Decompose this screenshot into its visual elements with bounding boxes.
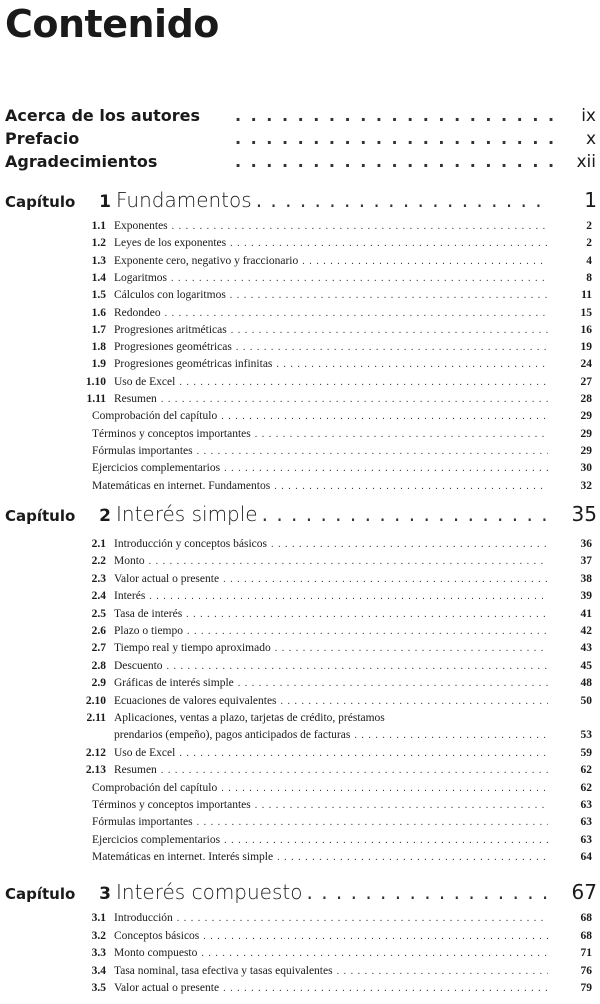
page-number: 50 [580, 694, 592, 707]
page-number: ix [581, 106, 596, 126]
section-number: 1.8 [91, 341, 106, 354]
section-title: Términos y conceptos importantes [92, 427, 251, 440]
dot-leader [224, 835, 548, 846]
page-number: 68 [580, 912, 592, 924]
toc-entry[interactable] [66, 965, 592, 977]
page-number: 63 [580, 799, 592, 811]
section-number: 2.4 [91, 590, 106, 603]
toc-entry[interactable] [66, 358, 592, 370]
toc-entry[interactable] [66, 660, 592, 672]
page-number: 68 [580, 929, 592, 942]
page-number: 71 [580, 947, 592, 960]
section-title: Matemáticas en internet. Interés simple [92, 851, 274, 864]
section-title: Matemáticas en internet. Fundamentos [92, 479, 271, 492]
section-title: Uso de Excel [114, 375, 176, 388]
toc-entry[interactable] [66, 289, 592, 301]
toc-entry[interactable] [66, 608, 592, 620]
dot-leader [306, 880, 548, 904]
section-number: 2.13 [85, 764, 106, 777]
page-number: 39 [580, 590, 592, 603]
section-number: 1.3 [91, 254, 106, 267]
toc-entry[interactable] [66, 272, 592, 284]
section-title: Interés [114, 590, 146, 603]
page-number: 8 [586, 271, 592, 284]
dot-leader [187, 626, 548, 637]
dot-leader [274, 481, 548, 492]
page-number: 16 [580, 323, 592, 336]
dot-leader [177, 913, 548, 924]
section-number: 3.4 [91, 964, 106, 977]
dot-leader [172, 221, 548, 232]
section-title: Tiempo real y tiempo aproximado [114, 642, 271, 655]
section-number: 1.5 [91, 289, 106, 302]
dot-leader [230, 238, 548, 249]
section-title: Uso de Excel [114, 746, 176, 759]
dot-leader [281, 696, 548, 707]
page-number: 42 [580, 625, 592, 637]
section-title: Progresiones aritméticas [114, 323, 227, 336]
section-title: Comprobación del capítulo [92, 781, 218, 794]
page-number: 36 [580, 538, 592, 550]
chapter-number: 3 [99, 884, 111, 904]
page-number: 1 [584, 188, 597, 212]
toc-entry[interactable] [66, 912, 592, 924]
dot-leader [255, 429, 548, 440]
chapter-word: Capítulo [5, 507, 76, 525]
page-number: 67 [571, 880, 597, 904]
toc-entry[interactable] [66, 642, 592, 654]
page-number: 29 [580, 410, 592, 423]
section-number: 3.1 [91, 912, 106, 924]
dot-leader [186, 609, 548, 620]
chapter-heading[interactable] [5, 880, 597, 904]
section-number: 3.3 [91, 947, 106, 960]
dot-leader [167, 661, 548, 672]
toc-entry[interactable] [66, 729, 592, 741]
page-number: 79 [580, 982, 592, 995]
dot-leader [161, 394, 548, 405]
toc-entry[interactable] [66, 376, 592, 388]
dot-leader [221, 783, 548, 794]
section-number: 2.2 [91, 555, 106, 568]
dot-leader [224, 463, 548, 474]
section-title: Introducción [114, 912, 173, 924]
section-title: Ecuaciones de valores equivalentes [114, 694, 277, 707]
section-title: Valor actual o presente [114, 572, 220, 585]
section-title: Logaritmos [114, 271, 168, 284]
section-title: Exponentes [114, 220, 168, 232]
page-number: 24 [580, 358, 592, 371]
section-title: Exponente cero, negativo y fraccionario [114, 254, 299, 267]
toc-entry[interactable] [66, 930, 592, 942]
page-number: 37 [580, 555, 592, 568]
page-number: 11 [581, 289, 592, 302]
dot-leader [161, 765, 548, 776]
section-number: 1.9 [91, 358, 106, 371]
section-number: 3.5 [91, 982, 106, 995]
page-number: x [585, 129, 596, 149]
section-title: Términos y conceptos importantes [92, 799, 251, 811]
dot-leader [231, 325, 548, 336]
page-number: 76 [580, 964, 592, 977]
page-number: 29 [580, 427, 592, 440]
section-number: 2.12 [85, 746, 106, 759]
toc-entry[interactable] [66, 307, 592, 319]
toc-entry[interactable] [92, 462, 592, 474]
section-number: 1.11 [86, 393, 106, 405]
dot-leader [256, 188, 548, 212]
dot-leader [223, 574, 548, 585]
section-title: Tasa nominal, tasa efectiva y tasas equivalentes [114, 964, 333, 977]
page-number: 41 [580, 607, 592, 620]
toc-entry[interactable] [92, 410, 592, 422]
toc-entry[interactable] [66, 712, 592, 724]
toc-entry[interactable] [92, 445, 592, 457]
section-number: 2.6 [91, 625, 106, 637]
toc-entry[interactable] [66, 590, 592, 602]
section-title: Leyes de los exponentes [114, 237, 227, 250]
chapter-number: 1 [99, 192, 111, 212]
section-title: Resumen [114, 764, 157, 777]
chapter-title: Interés compuesto [116, 880, 303, 904]
chapter-word: Capítulo [5, 885, 76, 903]
section-title: Ejercicios complementarios [92, 833, 221, 846]
page-number: 45 [580, 659, 592, 672]
toc-entry[interactable] [66, 538, 592, 550]
section-title: Resumen [114, 393, 157, 405]
dot-leader [201, 948, 548, 959]
page-number: xii [576, 152, 596, 172]
section-title: Comprobación del capítulo [92, 410, 218, 423]
section-number: 2.1 [91, 538, 106, 550]
section-title: Aplicaciones, ventas a plazo, tarjetas de crédito, préstamos [114, 712, 385, 724]
section-title: Fórmulas importantes [92, 816, 193, 829]
section-title: Tasa de interés [114, 607, 183, 620]
dot-leader [149, 591, 548, 602]
section-number: 3.2 [91, 929, 106, 942]
dot-leader [179, 748, 548, 759]
section-title: Conceptos básicos [114, 929, 200, 942]
dot-leader [179, 377, 548, 388]
toc-entry[interactable] [66, 573, 592, 585]
section-number: 1.2 [91, 237, 106, 250]
section-number: 2.11 [86, 712, 106, 724]
section-title: Gráficas de interés simple [114, 677, 234, 690]
toc-entry[interactable] [66, 947, 592, 959]
entry-label: Prefacio [5, 129, 80, 148]
dot-leader [354, 730, 548, 741]
toc-entry[interactable] [92, 428, 592, 440]
chapter-heading[interactable] [5, 188, 597, 212]
chapter-word: Capítulo [5, 193, 76, 211]
section-number: 2.3 [91, 572, 106, 585]
page-number: 59 [580, 746, 592, 759]
toc-entry[interactable] [92, 480, 592, 492]
toc-entry[interactable] [66, 625, 592, 637]
section-title: Monto compuesto [114, 947, 198, 960]
dot-leader [238, 678, 548, 689]
section-title: Cálculos con logaritmos [114, 289, 226, 302]
dot-leader [197, 446, 548, 457]
page-number: 35 [571, 502, 597, 526]
dot-leader [230, 290, 548, 301]
chapter-number: 2 [99, 506, 111, 526]
chapter-title: Interés simple [116, 502, 258, 526]
section-number: 1.10 [85, 375, 106, 388]
toc-entry[interactable] [66, 764, 592, 776]
page-number: 63 [580, 816, 592, 829]
dot-leader [277, 852, 548, 863]
page-number: 38 [580, 572, 592, 585]
dot-leader [223, 983, 548, 994]
toc-entry[interactable] [92, 851, 592, 863]
page-title: Contenido [5, 2, 219, 46]
toc-entry[interactable] [92, 782, 592, 794]
entry-label: Agradecimientos [5, 152, 158, 171]
section-title: Fórmulas importantes [92, 444, 193, 457]
toc-entry-front-matter[interactable] [5, 129, 597, 149]
section-title: Ejercicios complementarios [92, 462, 221, 475]
dot-leader [203, 931, 548, 942]
chapter-heading[interactable] [5, 502, 597, 526]
toc-entry[interactable] [66, 324, 592, 336]
section-number: 2.5 [91, 607, 106, 620]
dot-leader [276, 359, 548, 370]
toc-entry[interactable] [66, 695, 592, 707]
page-number: 62 [580, 781, 592, 794]
page-number: 2 [586, 237, 592, 250]
toc-entry[interactable] [66, 255, 592, 267]
page-number: 27 [580, 375, 592, 388]
section-number: 1.4 [91, 271, 106, 284]
page-number: 64 [580, 851, 592, 864]
section-title: Introducción y conceptos básicos [114, 538, 267, 550]
toc-entry[interactable] [66, 555, 592, 567]
chapter-title: Fundamentos [116, 188, 252, 212]
entry-label: Acerca de los autores [5, 106, 200, 125]
page-number: 32 [580, 479, 592, 492]
section-title: Monto [114, 555, 145, 568]
dot-leader [149, 556, 548, 567]
section-number: 2.10 [85, 694, 106, 707]
page-number: 29 [580, 444, 592, 457]
section-title: Progresiones geométricas infinitas [114, 358, 273, 371]
page-number: 4 [586, 254, 592, 267]
section-title: Descuento [114, 659, 163, 672]
page-number: 63 [580, 833, 592, 846]
toc-entry[interactable] [92, 816, 592, 828]
toc-entry[interactable] [66, 747, 592, 759]
dot-leader [221, 411, 548, 422]
toc-entry[interactable] [92, 834, 592, 846]
dot-leader [165, 308, 548, 319]
section-title: Valor actual o presente [114, 982, 220, 995]
toc-entry[interactable] [66, 220, 592, 232]
dot-leader [255, 800, 548, 811]
section-number: 2.8 [91, 659, 106, 672]
section-title: Progresiones geométricas [114, 341, 232, 354]
dot-leader [235, 152, 560, 171]
section-number: 2.7 [91, 642, 106, 655]
page-number: 53 [580, 729, 592, 742]
page-number: 48 [580, 677, 592, 690]
toc-entry[interactable] [66, 982, 592, 994]
toc-entry[interactable] [92, 799, 592, 811]
dot-leader [235, 106, 560, 125]
dot-leader [262, 502, 548, 526]
dot-leader [275, 643, 548, 654]
dot-leader [337, 966, 548, 977]
page-number: 19 [580, 341, 592, 354]
dot-leader [271, 539, 548, 550]
dot-leader [302, 256, 548, 267]
section-title: prendarios (empeño), pagos anticipados de facturas [114, 729, 351, 742]
page-number: 28 [580, 393, 592, 405]
toc-entry[interactable] [66, 237, 592, 249]
page-number: 30 [580, 462, 592, 475]
dot-leader [171, 273, 548, 284]
page-number: 62 [580, 764, 592, 777]
dot-leader [197, 817, 548, 828]
toc-entry-front-matter[interactable] [5, 106, 597, 126]
section-title: Redondeo [114, 306, 161, 319]
section-title: Plazo o tiempo [114, 625, 183, 637]
dot-leader [235, 129, 560, 148]
toc-entry-front-matter[interactable] [5, 152, 597, 172]
page-number: 2 [586, 220, 592, 232]
page-number: 43 [580, 642, 592, 655]
dot-leader [236, 342, 548, 353]
toc-entry[interactable] [66, 341, 592, 353]
toc-entry[interactable] [66, 677, 592, 689]
toc-entry[interactable] [66, 393, 592, 405]
section-number: 2.9 [91, 677, 106, 690]
page-number: 15 [580, 306, 592, 319]
section-number: 1.7 [91, 323, 106, 336]
section-number: 1.6 [91, 306, 106, 319]
section-number: 1.1 [91, 220, 106, 232]
